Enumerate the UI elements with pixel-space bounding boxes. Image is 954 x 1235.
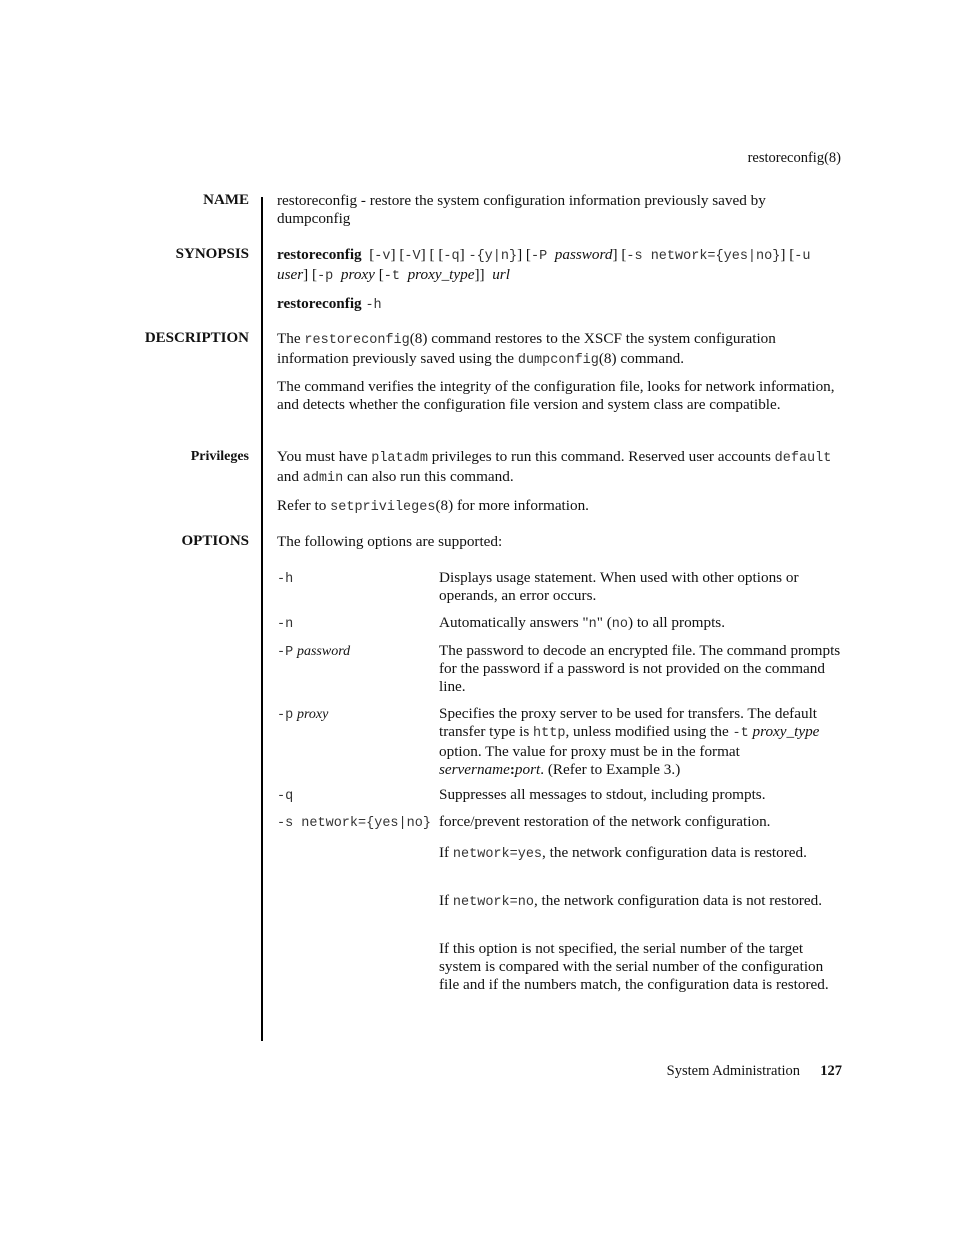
flag-text: -p: [277, 708, 294, 723]
text: " (: [596, 614, 612, 631]
code-default: default: [774, 451, 832, 466]
synopsis-command: restoreconfig: [277, 246, 362, 263]
code-n: n: [588, 617, 597, 632]
arg-proxy: proxy: [340, 266, 375, 283]
name-line-1: restoreconfig - restore the system configuration information previously saved by: [277, 192, 766, 209]
text: , unless modified using the: [565, 723, 733, 740]
text: If: [439, 892, 453, 909]
text: Automatically answers ": [439, 614, 589, 631]
text: Refer to: [277, 497, 331, 514]
option-h-flag: [277, 569, 293, 589]
code-http: http: [533, 726, 566, 741]
option-s-unspecified: If this option is not specified, the serial number of the target system is compared with the serial number of the configuration file and if the numbers match, the configuration data is restored.: [439, 940, 829, 993]
flag-text: -n: [277, 617, 294, 632]
code-network-yes: network=yes: [452, 847, 543, 862]
subsection-heading-privileges: Privileges: [190, 449, 249, 464]
flag-h: -h: [365, 298, 382, 313]
section-rule: [261, 197, 263, 1041]
colon: :: [509, 761, 515, 778]
text: option. The value for proxy must be in the format: [439, 743, 740, 760]
privileges-paragraph-2: [277, 497, 842, 517]
code-admin: admin: [302, 471, 344, 486]
text: You must have: [277, 448, 372, 465]
synopsis-command-2: restoreconfig: [277, 295, 362, 312]
flag-V: -V: [404, 249, 421, 264]
text: , the network configuration data is restored.: [542, 844, 807, 861]
options-intro: The following options are supported:: [277, 533, 503, 550]
synopsis-help: [277, 295, 842, 315]
section-heading-synopsis: SYNOPSIS: [175, 246, 249, 262]
synopsis-line-2: user] [-p proxy [-t proxy_type]] url: [277, 266, 510, 284]
description-paragraph-1: [277, 330, 842, 370]
arg-password: password: [554, 246, 613, 263]
flag-s-network: -s network={yes|no}: [626, 249, 781, 264]
text: privileges to run this command. Reserved user accounts: [427, 448, 775, 465]
option-n-flag: [277, 614, 293, 634]
code-platadm: platadm: [371, 451, 428, 466]
text: , the network configuration data is not restored.: [533, 892, 822, 909]
footer-section-title: System Administration: [666, 1063, 800, 1079]
flag-q: -q: [443, 249, 460, 264]
code-t: -t: [732, 726, 749, 741]
text: and: [277, 468, 303, 485]
option-q-description: Suppresses all messages to stdout, including prompts.: [439, 786, 766, 803]
flag-text: -P: [277, 645, 294, 660]
footer-page-number: 127: [820, 1063, 842, 1079]
arg-text: proxy: [296, 707, 329, 722]
text: can also run this command.: [343, 468, 514, 485]
flag-text: -s network={yes|no}: [277, 816, 431, 831]
option-q-flag: [277, 786, 293, 806]
arg-url: url: [492, 266, 510, 283]
text: (8) command.: [598, 350, 685, 367]
synopsis-line-1: restoreconfig [-v] [-V] [ [-q] -{y|n}] [-P password] [-s network={yes|no}] [-u: [277, 246, 811, 264]
option-n-description: [439, 614, 844, 634]
option-s-description: force/prevent restoration of the network configuration.: [439, 813, 771, 830]
text: (8) for more information.: [435, 497, 589, 514]
text: (8) command restores to the XSCF the system configuration information previously saved using the: [277, 330, 776, 367]
text: Specifies the proxy server to be used for transfers. The default transfer type is: [439, 705, 818, 740]
option-h-description: Displays usage statement. When used with other options or operands, an error occurs.: [439, 569, 799, 604]
section-heading-name: NAME: [203, 192, 249, 208]
code-no: no: [611, 617, 628, 632]
flag-text: -q: [277, 789, 294, 804]
option-P-flag: [277, 642, 350, 662]
synopsis-usage: [277, 246, 847, 286]
option-P-description: The password to decode an encrypted file. The command prompts for the password if a password is not provided on the command line.: [439, 642, 841, 695]
text: . (Refer to Example 3.): [540, 761, 681, 778]
arg-user: user: [277, 266, 304, 283]
flag-t: -t: [383, 269, 400, 284]
flag-P: -P: [531, 249, 548, 264]
code-restoreconfig: restoreconfig: [304, 333, 410, 348]
ital-servername: servername: [439, 761, 510, 778]
text: If: [439, 844, 453, 861]
flag-u: -u: [794, 249, 811, 264]
arg-proxy-type: proxy_type: [407, 266, 475, 283]
flag-yn: -{y|n}: [468, 249, 518, 264]
flag-p: -p: [317, 269, 334, 284]
option-s-network-yes: [439, 844, 844, 864]
ital-port: port: [514, 761, 541, 778]
text: ) to all prompts.: [627, 614, 726, 631]
ital-proxy-type: proxy_type: [752, 723, 820, 740]
option-p-flag: [277, 705, 328, 725]
code-setprivileges: setprivileges: [330, 500, 436, 515]
option-s-flag: [277, 813, 431, 833]
section-heading-description: DESCRIPTION: [144, 330, 249, 346]
option-s-network-no: [439, 892, 844, 912]
code-network-no: network=no: [452, 895, 534, 910]
privileges-paragraph-1: [277, 448, 842, 488]
description-paragraph-2: The command verifies the integrity of the configuration file, looks for network information, and detects whether the configuration file version and system class are compatible.: [277, 378, 835, 413]
arg-text: password: [296, 644, 351, 659]
code-dumpconfig: dumpconfig: [517, 353, 599, 368]
flag-text: -h: [277, 572, 294, 587]
name-text: [277, 192, 842, 228]
option-p-description: [439, 705, 844, 779]
section-heading-options: OPTIONS: [181, 533, 249, 549]
text: The: [277, 330, 305, 347]
flag-v: -v: [374, 249, 391, 264]
name-line-2: dumpconfig: [277, 210, 351, 227]
running-head: restoreconfig(8): [747, 150, 841, 166]
